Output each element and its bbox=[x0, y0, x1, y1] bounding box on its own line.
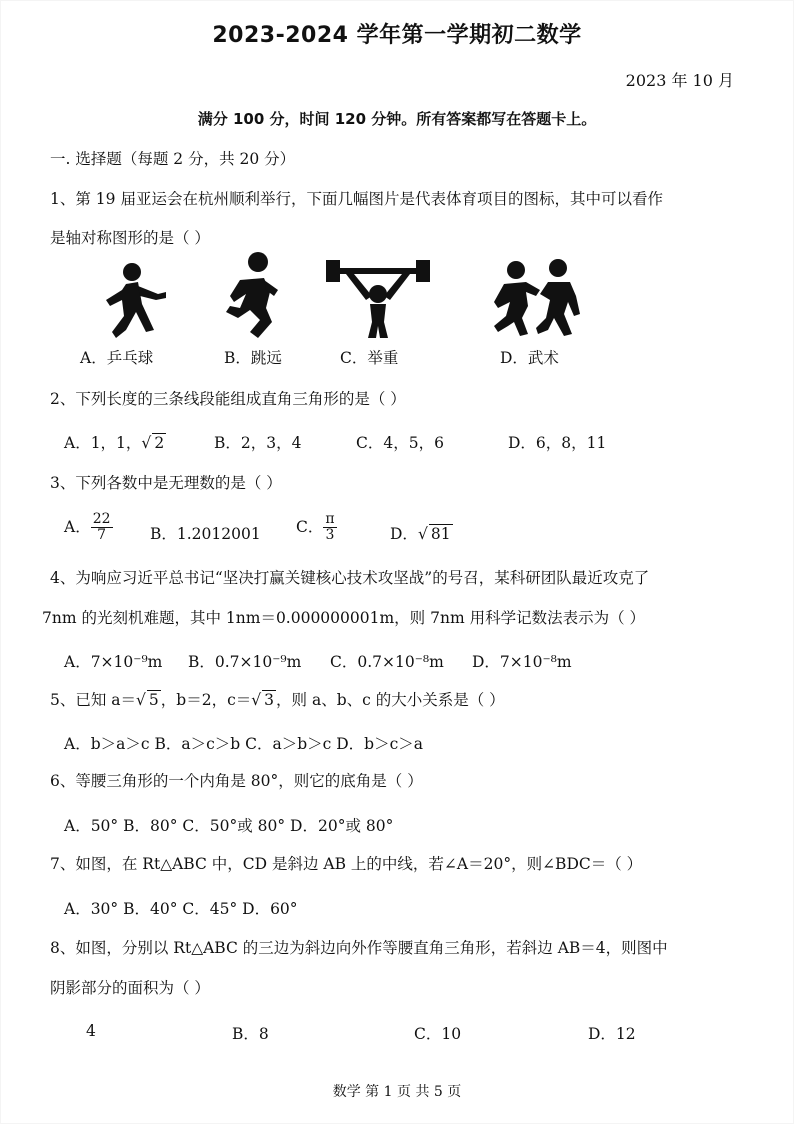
question-4-option-b: B．0.7×10⁻⁹m bbox=[188, 653, 302, 671]
figure-label-b: B．跳远 bbox=[224, 349, 282, 367]
question-3-stem: 3、下列各数中是无理数的是（ ） bbox=[50, 474, 282, 492]
question-2-stem: 2、下列长度的三条线段能组成直角三角形的是（ ） bbox=[50, 390, 406, 408]
stem-root-1: 5 bbox=[148, 691, 159, 709]
weightlifting-figure-icon bbox=[322, 256, 434, 340]
fraction-numerator: π bbox=[325, 511, 335, 527]
section-heading: 一. 选择题（每题 2 分，共 20 分） bbox=[50, 150, 296, 168]
sqrt-symbol: √ bbox=[136, 691, 146, 709]
question-2-option-c: C．4，5，6 bbox=[356, 434, 444, 452]
stem-suffix: ，则 a、b、c 的大小关系是（ ） bbox=[276, 691, 505, 709]
option-a-prefix: A． bbox=[64, 517, 91, 536]
question-8-option-b: B．8 bbox=[232, 1025, 269, 1043]
exam-notice: 满分 100 分，时间 120 分钟。所有答案都写在答题卡上。 bbox=[197, 110, 597, 128]
question-4-option-d: D．7×10⁻⁸m bbox=[472, 653, 572, 671]
page-footer: 数学 第 1 页 共 5 页 bbox=[332, 1084, 462, 1100]
question-2-option-a bbox=[64, 431, 166, 453]
question-3-option-c bbox=[296, 512, 337, 544]
question-3-option-b: B．1.2012001 bbox=[150, 525, 261, 543]
sqrt-symbol: √ bbox=[417, 525, 428, 543]
figure-label-d: D．武术 bbox=[500, 349, 559, 367]
question-2-option-b: B．2，3，4 bbox=[214, 434, 302, 452]
question-6-options: A．50° B．80° C．50°或 80° D．20°或 80° bbox=[64, 817, 394, 835]
fraction-numerator: 22 bbox=[92, 511, 111, 527]
question-3-option-a bbox=[64, 512, 113, 544]
sqrt-symbol: √ bbox=[141, 434, 152, 452]
option-a-text: A．1，1， bbox=[64, 434, 142, 452]
option-a-root: 2 bbox=[154, 434, 165, 452]
question-1-line-1: 1、第 19 届亚运会在杭州顺利举行，下面几幅图片是代表体育项目的图标，其中可以看作 bbox=[50, 190, 663, 208]
question-8-line-1: 8、如图，分别以 Rt△ABC 的三边为斜边向外作等腰直角三角形，若斜边 AB＝4，则图中 bbox=[50, 939, 668, 957]
fraction-denominator: 3 bbox=[325, 527, 335, 544]
question-5-stem bbox=[50, 690, 505, 710]
fraction-pi-3 bbox=[323, 512, 336, 544]
ping-pong-figure-icon bbox=[96, 258, 176, 342]
exam-date: 2023 年 10 月 bbox=[625, 71, 734, 90]
question-7-stem: 7、如图，在 Rt△ABC 中，CD 是斜边 AB 上的中线，若∠A＝20°，则∠BDC＝（ ） bbox=[50, 855, 643, 873]
question-8-line-2: 阴影部分的面积为（ ） bbox=[50, 979, 210, 997]
option-d-prefix: D． bbox=[390, 525, 418, 543]
question-1-line-2: 是轴对称图形的是（ ） bbox=[50, 229, 210, 247]
figure-label-c: C．举重 bbox=[340, 349, 399, 367]
question-2-option-d: D．6，8，11 bbox=[508, 434, 607, 452]
question-8-option-d: D．12 bbox=[588, 1025, 636, 1043]
long-jump-figure-icon bbox=[212, 248, 292, 344]
question-4-option-c: C．0.7×10⁻⁸m bbox=[330, 653, 444, 671]
question-4-option-a: A．7×10⁻⁹m bbox=[64, 653, 163, 671]
martial-arts-figure-icon bbox=[488, 256, 588, 340]
fraction-22-7 bbox=[91, 512, 113, 544]
page-title: 2023-2024 学年第一学期初二数学 bbox=[212, 23, 582, 48]
stem-prefix: 5、已知 a＝ bbox=[50, 691, 137, 709]
question-4-line-1: 4、为响应习近平总书记“坚决打赢关键核心技术攻坚战”的号召，某科研团队最近攻克了 bbox=[50, 569, 650, 587]
question-8-option-a: 4 bbox=[86, 1022, 96, 1040]
question-8-option-c: C．10 bbox=[414, 1025, 462, 1043]
stem-root-2: 3 bbox=[264, 691, 275, 709]
option-c-prefix: C． bbox=[296, 517, 324, 536]
question-7-options: A．30° B．40° C．45° D．60° bbox=[64, 900, 298, 918]
stem-middle: ，b＝2，c＝ bbox=[160, 691, 252, 709]
sqrt-symbol: √ bbox=[251, 691, 262, 709]
figure-label-a: A．乒乓球 bbox=[80, 349, 154, 367]
question-3-option-d bbox=[390, 522, 453, 544]
question-4-line-2: 7nm 的光刻机难题，其中 1nm＝0.000000001m，则 7nm 用科学记数法表示为（ ） bbox=[42, 609, 646, 627]
question-6-stem: 6、等腰三角形的一个内角是 80°，则它的底角是（ ） bbox=[50, 772, 423, 790]
option-d-root: 81 bbox=[430, 525, 451, 543]
fraction-denominator: 7 bbox=[97, 527, 107, 544]
question-5-options: A．b＞a＞c B．a＞c＞b C．a＞b＞c D．b＞c＞a bbox=[64, 735, 424, 753]
